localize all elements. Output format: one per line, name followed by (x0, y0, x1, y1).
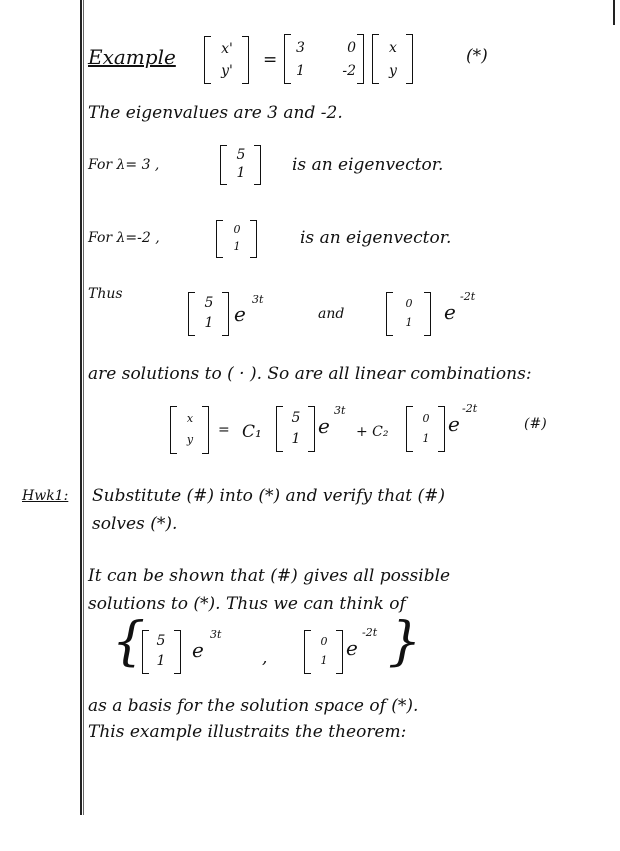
closing-line-2: This example illustraits the theorem: (88, 722, 407, 742)
page-edge-mark (613, 0, 615, 25)
bracket-left (386, 292, 393, 336)
s2-bottom: 1 (405, 316, 413, 329)
lhs-x-prime: x' (221, 41, 233, 57)
solution-1-vector (198, 293, 220, 333)
bracket-right (254, 145, 261, 185)
homework-line-1: Substitute (#) into (*) and verify that (#) (92, 486, 446, 506)
lhs-y-prime: y' (221, 63, 233, 79)
bracket-left (220, 145, 227, 185)
s1-bottom: 1 (204, 315, 214, 331)
closing-line-1: as a basis for the solution space of (*). (88, 696, 419, 716)
combo-y: y (186, 433, 194, 446)
lambda-neg2-label: For λ=-2 , (88, 230, 160, 246)
cv2-exp-base: e (448, 412, 460, 436)
cv1-exp-base: e (318, 414, 330, 438)
homework-line-2: solves (*). (92, 514, 178, 534)
combo-equals: = (218, 422, 230, 438)
right-brace: } (388, 612, 422, 672)
plus-c2: + C₂ (356, 424, 389, 440)
eigenvector-2-text: is an eigenvector. (300, 228, 452, 248)
cv1-top: 5 (291, 409, 301, 426)
combo-vector-1 (286, 407, 306, 449)
bracket-left (284, 34, 291, 84)
combo-x: x (186, 412, 194, 425)
cv2-exponent: -2t (462, 402, 478, 415)
eigenvector-1-text: is an eigenvector. (292, 155, 444, 175)
shown-line-2: solutions to (*). Thus we can think of (88, 594, 406, 614)
vec-x: x (389, 39, 397, 56)
bracket-left (372, 34, 379, 84)
bracket-left (304, 630, 311, 674)
lhs-vector (214, 38, 240, 82)
state-vector (382, 36, 404, 82)
s1-exponent: 3t (252, 293, 264, 306)
bv1-exp-base: e (192, 638, 204, 662)
constant-c1: C₁ (242, 422, 262, 442)
bracket-right (308, 406, 315, 452)
shown-line-1: It can be shown that (#) gives all possible (88, 566, 451, 586)
s2-exp-base: e (444, 300, 456, 324)
ev2-top: 0 (233, 223, 241, 236)
s2-top: 0 (405, 297, 413, 310)
cv2-bottom: 1 (422, 431, 430, 445)
bracket-left (142, 630, 149, 674)
and-word: and (318, 306, 345, 322)
equation-tag-star: (*) (466, 46, 488, 66)
bracket-right (424, 292, 431, 336)
example-heading: Example (88, 45, 176, 69)
lambda-3-label: For λ= 3 , (88, 157, 160, 173)
ev1-top: 5 (236, 147, 246, 163)
a22: -2 (342, 62, 356, 79)
bracket-right (357, 34, 364, 84)
bv1-top: 5 (156, 633, 166, 649)
margin-rule-inner (83, 0, 84, 815)
bracket-left (216, 220, 223, 258)
bracket-right (336, 630, 343, 674)
bracket-left (188, 292, 195, 336)
vec-y: y (389, 62, 397, 79)
a11: 3 (296, 39, 305, 56)
bracket-right (174, 630, 181, 674)
bracket-left (406, 406, 413, 452)
homework-label: Hwk1: (22, 488, 69, 504)
basis-vector-2 (314, 632, 334, 670)
equals-sign: = (263, 50, 278, 70)
bracket-left (170, 406, 177, 454)
eigenvector-1 (230, 146, 252, 182)
bracket-right (242, 36, 249, 84)
bv1-bottom: 1 (156, 653, 166, 669)
basis-vector-1 (150, 631, 172, 671)
combo-vector-2 (416, 408, 436, 448)
bracket-left (276, 406, 283, 452)
bracket-right (202, 406, 209, 454)
ev1-bottom: 1 (236, 165, 246, 181)
cv1-exponent: 3t (334, 404, 346, 417)
eigenvector-2 (226, 221, 248, 255)
thus-label: Thus (88, 286, 123, 302)
bv2-top: 0 (320, 635, 328, 648)
combo-lhs-vector (180, 408, 200, 450)
basis-comma: , (262, 648, 268, 668)
bracket-right (250, 220, 257, 258)
bv2-bottom: 1 (320, 654, 328, 667)
bracket-right (222, 292, 229, 336)
coefficient-matrix (296, 36, 356, 82)
s1-exp-base: e (234, 302, 246, 326)
equation-tag-hash: (#) (524, 416, 547, 432)
ev2-bottom: 1 (233, 240, 241, 253)
a21: 1 (296, 62, 305, 79)
a12: 0 (347, 39, 356, 56)
s1-top: 5 (204, 295, 214, 311)
bv2-exponent: -2t (362, 626, 378, 639)
bracket-left (204, 36, 211, 84)
solutions-statement: are solutions to ( · ). So are all linear combinations: (88, 364, 532, 384)
cv2-top: 0 (422, 411, 430, 425)
bv2-exp-base: e (346, 636, 358, 660)
bracket-right (406, 34, 413, 84)
cv1-bottom: 1 (291, 430, 301, 447)
margin-rule (80, 0, 82, 815)
solution-2-vector (398, 294, 420, 332)
eigenvalues-statement: The eigenvalues are 3 and -2. (88, 103, 343, 123)
bracket-right (438, 406, 445, 452)
left-brace: { (112, 612, 146, 672)
s2-exponent: -2t (460, 290, 476, 303)
bv1-exponent: 3t (210, 628, 222, 641)
